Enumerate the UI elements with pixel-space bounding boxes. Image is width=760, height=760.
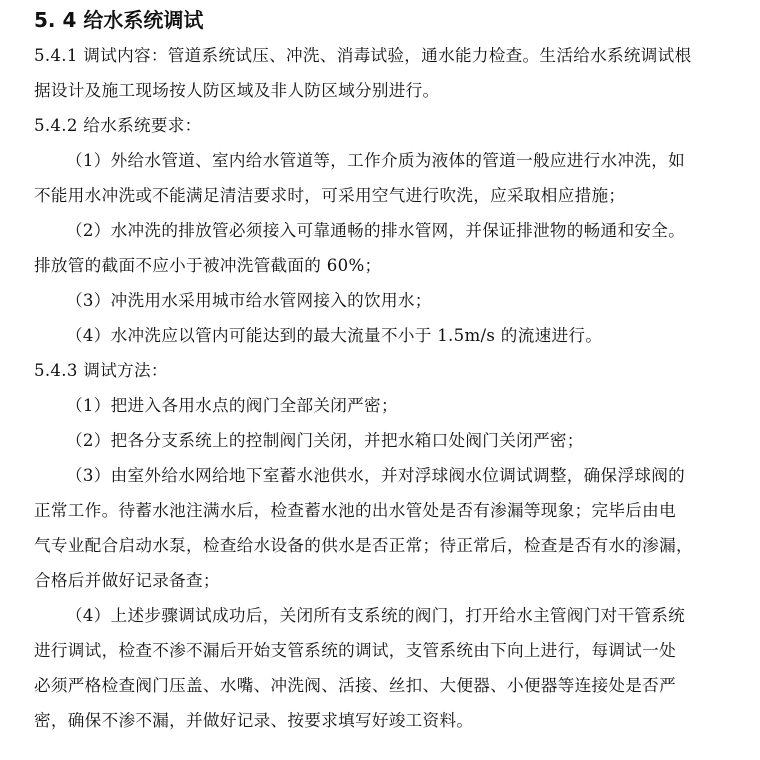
paragraph-line: 据设计及施工现场按人防区域及非人防区域分别进行。 — [34, 81, 440, 100]
paragraph-line: （2）把各分支系统上的控制阀门关闭，并把水箱口处阀门关闭严密； — [66, 431, 584, 450]
paragraph-line: 密，确保不渗不漏，并做好记录、按要求填写好竣工资料。 — [34, 711, 474, 730]
subsection-heading: 5.4.3 调试方法： — [34, 361, 168, 380]
paragraph-line: 必须严格检查阀门压盖、水嘴、冲洗阀、活接、丝扣、大便器、小便器等连接处是否严 — [34, 676, 676, 695]
subsection-heading: 5.4.2 给水系统要求： — [34, 116, 202, 135]
paragraph-line: （1）外给水管道、室内给水管道等，工作介质为液体的管道一般应进行水冲洗，如 — [66, 151, 686, 170]
paragraph-line: 5.4.1 调试内容：管道系统试压、冲洗、消毒试验，通水能力检查。生活给水系统调试根 — [34, 46, 692, 65]
paragraph-line: 进行调试，检查不渗不漏后开始支管系统的调试，支管系统由下向上进行，每调试一处 — [34, 641, 676, 660]
paragraph-line: （3）由室外给水网给地下室蓄水池供水，并对浮球阀水位调试调整，确保浮球阀的 — [66, 466, 686, 485]
paragraph-line: 气专业配合启动水泵，检查给水设备的供水是否正常；待正常后，检查是否有水的渗漏， — [34, 536, 693, 555]
paragraph-line: 排放管的截面不应小于被冲洗管截面的 60%； — [34, 256, 382, 275]
paragraph-line: 不能用水冲洗或不能满足清洁要求时，可采用空气进行吹洗，应采取相应措施； — [34, 186, 626, 205]
paragraph-line: （4）上述步骤调试成功后，关闭所有支系统的阀门，打开给水主管阀门对干管系统 — [66, 606, 686, 625]
section-title: 5. 4 给水系统调试 — [34, 8, 204, 32]
paragraph-line: （2）水冲洗的排放管必须接入可靠通畅的排水管网，并保证排泄物的畅通和安全。 — [66, 221, 686, 240]
paragraph-line: （4）水冲洗应以管内可能达到的最大流量不小于 1.5m/s 的流速进行。 — [66, 326, 603, 345]
paragraph-line: 正常工作。待蓄水池注满水后，检查蓄水池的出水管处是否有渗漏等现象；完毕后由电 — [34, 501, 676, 520]
paragraph-line: （1）把进入各用水点的阀门全部关闭严密； — [66, 396, 398, 415]
paragraph-line: 合格后并做好记录备查； — [34, 571, 220, 590]
paragraph-line: （3）冲洗用水采用城市给水管网接入的饮用水； — [66, 291, 432, 310]
